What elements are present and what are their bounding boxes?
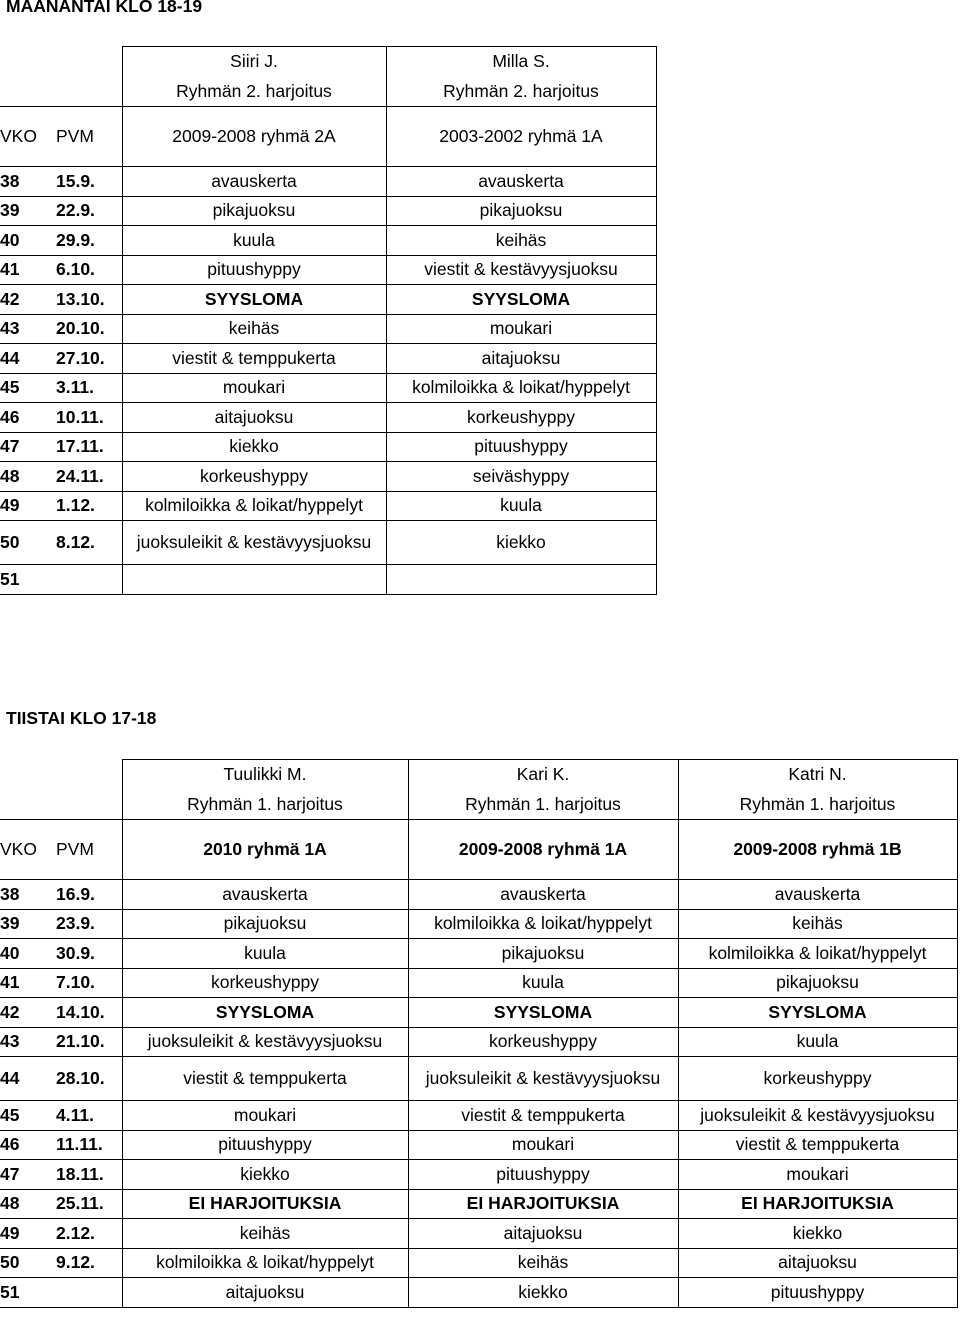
week-number: 45 [0, 373, 56, 403]
coach-group: Ryhmän 1. harjoitus [678, 790, 957, 820]
activity-cell: pituushyppy [122, 255, 386, 285]
date: 16.9. [56, 880, 122, 910]
date: 4.11. [56, 1101, 122, 1131]
date: 13.10. [56, 285, 122, 315]
schedule-row [0, 1248, 957, 1278]
date: 15.9. [56, 167, 122, 197]
coach-name: Siiri J. [122, 47, 386, 77]
header-row [0, 107, 656, 167]
schedule-row [0, 998, 957, 1028]
schedule-row [0, 491, 656, 521]
schedule-row [0, 462, 656, 492]
schedule-row [0, 880, 957, 910]
activity-cell: pituushyppy [408, 1160, 678, 1190]
week-number: 40 [0, 939, 56, 969]
schedule-row [0, 403, 656, 433]
coach-name: Katri N. [678, 760, 957, 790]
schedule-row [0, 226, 656, 256]
week-number: 45 [0, 1101, 56, 1131]
week-number: 43 [0, 1027, 56, 1057]
activity-cell: avauskerta [386, 167, 656, 197]
coach-name: Milla S. [386, 47, 656, 77]
schedule-row [0, 255, 656, 285]
activity-cell: viestit & temppukerta [678, 1130, 957, 1160]
schedule-row [0, 1219, 957, 1249]
activity-cell: viestit & temppukerta [122, 344, 386, 374]
schedule-row [0, 432, 656, 462]
week-number: 49 [0, 1219, 56, 1249]
activity-cell: kuula [122, 939, 408, 969]
date: 22.9. [56, 196, 122, 226]
activity-cell: pikajuoksu [122, 909, 408, 939]
header-row [0, 820, 957, 880]
activity-cell: kolmiloikka & loikat/hyppelyt [386, 373, 656, 403]
activity-cell: juoksuleikit & kestävyysjuoksu [678, 1101, 957, 1131]
group-header: 2003-2002 ryhmä 1A [386, 107, 656, 167]
activity-cell: pikajuoksu [408, 939, 678, 969]
week-number: 42 [0, 998, 56, 1028]
schedule-row [0, 344, 656, 374]
schedule-row [0, 1189, 957, 1219]
activity-cell: pituushyppy [386, 432, 656, 462]
activity-cell: kolmiloikka & loikat/hyppelyt [408, 909, 678, 939]
activity-cell: keihäs [122, 1219, 408, 1249]
coach-name-row [0, 760, 957, 790]
activity-cell: avauskerta [122, 880, 408, 910]
activity-cell: EI HARJOITUKSIA [678, 1189, 957, 1219]
activity-cell: pikajuoksu [122, 196, 386, 226]
date: 10.11. [56, 403, 122, 433]
activity-cell: SYYSLOMA [386, 285, 656, 315]
week-number: 44 [0, 344, 56, 374]
activity-cell [386, 565, 656, 595]
week-number: 38 [0, 167, 56, 197]
activity-cell: pituushyppy [122, 1130, 408, 1160]
schedule-row [0, 909, 957, 939]
week-number: 50 [0, 1248, 56, 1278]
schedule-row [0, 373, 656, 403]
activity-cell: pituushyppy [678, 1278, 957, 1308]
activity-cell [122, 565, 386, 595]
activity-cell: kuula [678, 1027, 957, 1057]
schedule-row [0, 1278, 957, 1308]
coach-group-row [0, 77, 656, 107]
activity-cell: juoksuleikit & kestävyysjuoksu [122, 1027, 408, 1057]
week-number: 50 [0, 521, 56, 565]
activity-cell: avauskerta [408, 880, 678, 910]
week-number: 41 [0, 968, 56, 998]
pvm-header: PVM [56, 107, 122, 167]
activity-cell: viestit & temppukerta [122, 1057, 408, 1101]
date: 1.12. [56, 491, 122, 521]
coach-group: Ryhmän 1. harjoitus [408, 790, 678, 820]
week-number: 46 [0, 403, 56, 433]
activity-cell: kuula [408, 968, 678, 998]
schedule-row [0, 1027, 957, 1057]
activity-cell: moukari [122, 373, 386, 403]
activity-cell: kuula [122, 226, 386, 256]
schedule-row [0, 285, 656, 315]
activity-cell: avauskerta [122, 167, 386, 197]
coach-name-row [0, 47, 656, 77]
date [56, 565, 122, 595]
activity-cell: seiväshyppy [386, 462, 656, 492]
activity-cell: korkeushyppy [122, 968, 408, 998]
activity-cell: kolmiloikka & loikat/hyppelyt [122, 491, 386, 521]
date: 23.9. [56, 909, 122, 939]
week-number: 41 [0, 255, 56, 285]
date: 17.11. [56, 432, 122, 462]
activity-cell: moukari [122, 1101, 408, 1131]
activity-cell: aitajuoksu [122, 403, 386, 433]
schedule-row [0, 1130, 957, 1160]
activity-cell: viestit & kestävyysjuoksu [386, 255, 656, 285]
activity-cell: keihäs [678, 909, 957, 939]
vko-header: VKO [0, 820, 56, 880]
date: 6.10. [56, 255, 122, 285]
date: 11.11. [56, 1130, 122, 1160]
schedule-row [0, 939, 957, 969]
coach-name: Tuulikki M. [122, 760, 408, 790]
activity-cell: keihäs [386, 226, 656, 256]
activity-cell: kiekko [386, 521, 656, 565]
monday-schedule-table [0, 46, 657, 595]
activity-cell: korkeushyppy [122, 462, 386, 492]
activity-cell: moukari [386, 314, 656, 344]
coach-name: Kari K. [408, 760, 678, 790]
week-number: 39 [0, 909, 56, 939]
activity-cell: moukari [408, 1130, 678, 1160]
activity-cell: aitajuoksu [678, 1248, 957, 1278]
activity-cell: juoksuleikit & kestävyysjuoksu [408, 1057, 678, 1101]
coach-group: Ryhmän 2. harjoitus [122, 77, 386, 107]
week-number: 44 [0, 1057, 56, 1101]
activity-cell: SYYSLOMA [122, 998, 408, 1028]
activity-cell: aitajuoksu [408, 1219, 678, 1249]
activity-cell: keihäs [408, 1248, 678, 1278]
schedule-row [0, 314, 656, 344]
activity-cell: kiekko [122, 1160, 408, 1190]
activity-cell: korkeushyppy [408, 1027, 678, 1057]
activity-cell: kiekko [678, 1219, 957, 1249]
coach-group: Ryhmän 2. harjoitus [386, 77, 656, 107]
date: 2.12. [56, 1219, 122, 1249]
week-number: 47 [0, 1160, 56, 1190]
coach-group: Ryhmän 1. harjoitus [122, 790, 408, 820]
date [56, 1278, 122, 1308]
activity-cell: kolmiloikka & loikat/hyppelyt [678, 939, 957, 969]
coach-group-row [0, 790, 957, 820]
activity-cell: SYYSLOMA [678, 998, 957, 1028]
week-number: 47 [0, 432, 56, 462]
pvm-header: PVM [56, 820, 122, 880]
activity-cell: EI HARJOITUKSIA [122, 1189, 408, 1219]
monday-title: MAANANTAI KLO 18-19 [6, 0, 203, 16]
date: 27.10. [56, 344, 122, 374]
week-number: 38 [0, 880, 56, 910]
activity-cell: kiekko [408, 1278, 678, 1308]
activity-cell: pikajuoksu [678, 968, 957, 998]
activity-cell: aitajuoksu [386, 344, 656, 374]
activity-cell: pikajuoksu [386, 196, 656, 226]
date: 20.10. [56, 314, 122, 344]
week-number: 46 [0, 1130, 56, 1160]
activity-cell: kiekko [122, 432, 386, 462]
week-number: 43 [0, 314, 56, 344]
week-number: 48 [0, 1189, 56, 1219]
activity-cell: korkeushyppy [386, 403, 656, 433]
date: 21.10. [56, 1027, 122, 1057]
activity-cell: kolmiloikka & loikat/hyppelyt [122, 1248, 408, 1278]
date: 25.11. [56, 1189, 122, 1219]
group-header: 2009-2008 ryhmä 2A [122, 107, 386, 167]
schedule-row [0, 565, 656, 595]
date: 28.10. [56, 1057, 122, 1101]
date: 18.11. [56, 1160, 122, 1190]
date: 24.11. [56, 462, 122, 492]
week-number: 40 [0, 226, 56, 256]
activity-cell: aitajuoksu [122, 1278, 408, 1308]
week-number: 51 [0, 565, 56, 595]
activity-cell: avauskerta [678, 880, 957, 910]
activity-cell: kuula [386, 491, 656, 521]
date: 14.10. [56, 998, 122, 1028]
date: 9.12. [56, 1248, 122, 1278]
activity-cell: EI HARJOITUKSIA [408, 1189, 678, 1219]
activity-cell: moukari [678, 1160, 957, 1190]
activity-cell: SYYSLOMA [122, 285, 386, 315]
activity-cell: korkeushyppy [678, 1057, 957, 1101]
tuesday-title: TIISTAI KLO 17-18 [6, 708, 157, 728]
schedule-row [0, 196, 656, 226]
date: 29.9. [56, 226, 122, 256]
activity-cell: SYYSLOMA [408, 998, 678, 1028]
group-header: 2009-2008 ryhmä 1A [408, 820, 678, 880]
week-number: 49 [0, 491, 56, 521]
group-header: 2010 ryhmä 1A [122, 820, 408, 880]
date: 8.12. [56, 521, 122, 565]
date: 30.9. [56, 939, 122, 969]
schedule-row [0, 1101, 957, 1131]
schedule-row [0, 167, 656, 197]
week-number: 42 [0, 285, 56, 315]
activity-cell: keihäs [122, 314, 386, 344]
activity-cell: juoksuleikit & kestävyysjuoksu [122, 521, 386, 565]
schedule-row [0, 1160, 957, 1190]
group-header: 2009-2008 ryhmä 1B [678, 820, 957, 880]
week-number: 48 [0, 462, 56, 492]
vko-header: VKO [0, 107, 56, 167]
schedule-row [0, 968, 957, 998]
week-number: 51 [0, 1278, 56, 1308]
activity-cell: viestit & temppukerta [408, 1101, 678, 1131]
schedule-row [0, 1057, 957, 1101]
schedule-row [0, 521, 656, 565]
tuesday-schedule-table [0, 759, 958, 1308]
date: 3.11. [56, 373, 122, 403]
week-number: 39 [0, 196, 56, 226]
date: 7.10. [56, 968, 122, 998]
